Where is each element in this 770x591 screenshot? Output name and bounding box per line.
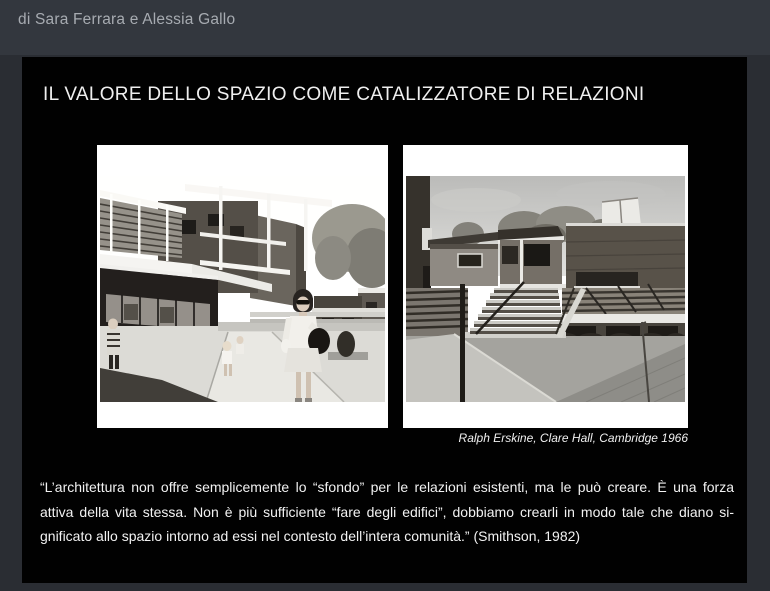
presentation-slide[interactable] [22,57,747,583]
photo-card-right [403,145,688,428]
photo-caption: Ralph Erskine, Clare Hall, Cambridge 1966 [458,431,688,445]
author-byline: di Sara Ferrara e Alessia Gallo [18,11,236,28]
photo-clare-hall-stairs-image [406,176,685,402]
photo-clare-hall-courtyard-image [100,176,385,402]
quote-paragraph [40,475,734,549]
page-header [0,0,770,55]
quote-line-3: gnificato allo spazio intorno ad essi nel contesto dell’intera comunità.” (Smithson, 1982) [40,528,581,544]
photo-card-left [97,145,388,428]
slide-title: IL VALORE DELLO SPAZIO COME CATALIZZATORE DI RELAZIONI [43,84,645,105]
quote-line-2: attiva della vita stessa. Non è più sufficiente “fare degli edifici”, dobbiamo crearli in modo tale che diano si- [40,503,734,520]
quote-line-1: “L’architettura non offre semplicemente lo “sfondo” per le relazioni esistenti, ma le può creare. È una forza [40,479,734,495]
